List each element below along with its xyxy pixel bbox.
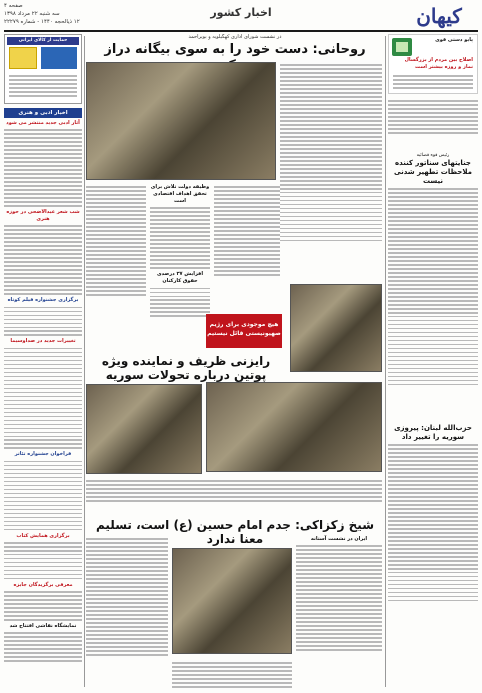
- diplomatic-photo: [206, 382, 382, 472]
- brand-box-title: پایو دستی قوی: [435, 37, 473, 43]
- left-column: [4, 34, 82, 689]
- column-divider: [385, 36, 386, 687]
- brand-box-text: [393, 73, 473, 91]
- section-title: اخبار کشور: [210, 6, 272, 19]
- arts-section-header: اخبار ادبی و هنری: [4, 108, 82, 118]
- date-issue: ۱۲ ذیالحجه ۱۴۴۰ - شماره ۲۲۲۷۹: [4, 19, 80, 25]
- article-text: [4, 542, 82, 579]
- article-text: [388, 444, 478, 601]
- article-text: [388, 188, 478, 385]
- meeting-photo-2: [86, 384, 202, 474]
- center-column: [86, 34, 384, 689]
- meeting-photo: [86, 62, 276, 180]
- article-text: [214, 184, 280, 278]
- arts-item: برگزاری همایش کتاب: [16, 532, 70, 539]
- masthead: [4, 2, 478, 32]
- column-divider: [84, 36, 85, 687]
- article-text: [4, 225, 82, 294]
- article-text: [296, 536, 382, 653]
- article-text: [388, 100, 478, 133]
- arts-item: تغییرات جدید در صداوسیما: [10, 338, 76, 345]
- article-text: [280, 62, 382, 244]
- ad-title: حمایت از کالای ایرانی: [7, 37, 79, 45]
- article-headline: حزب‌الله لبنان: پیروزی سوریه را تغییر داد: [394, 424, 472, 441]
- arts-item: نمایشگاه نقاشی افتتاح شد: [9, 623, 77, 630]
- article-text: [4, 129, 82, 206]
- sub-headline: ایران در نشست آستانه: [310, 536, 368, 542]
- crowd-photo: [172, 548, 292, 654]
- brand-box-subtitle: اصلاح بین مردم از بزرگسال نماز و روزه بیشتر است: [404, 57, 473, 70]
- article-text: [4, 348, 82, 449]
- news-block: [388, 424, 478, 604]
- sub-headline: وظیفه دولت تلاش برای تحقق اهداف اقتصادی است: [150, 184, 210, 204]
- article-text: [172, 660, 292, 689]
- arts-item: معرفی برگزیدگان جایزه: [13, 581, 73, 588]
- dateline: [4, 2, 124, 26]
- article-text: [4, 307, 82, 336]
- news-block: [388, 98, 478, 136]
- article-text: [86, 478, 382, 504]
- advertisement: [4, 34, 82, 104]
- official-photo: [290, 284, 382, 372]
- arts-item: فراخوان جشنواره تئاتر: [14, 451, 72, 458]
- sub-headline: افزایش ۳۷ درصدی حقوق کارکنان: [156, 271, 204, 285]
- date-persian: سه شنبه ۲۲ مرداد ۱۳۹۸: [4, 11, 60, 17]
- news-block: [388, 152, 478, 388]
- tertiary-headline: شیخ زکزاکی: جدم امام حسین (ع) است، تسلیم معنا ندارد: [95, 518, 374, 546]
- page-number: صفحه ۴: [4, 3, 23, 9]
- main-kicker: در نشست شورای اداری کهگیلویه و بویراحمد: [188, 34, 282, 40]
- right-column: [388, 34, 478, 689]
- red-highlight-box: هیچ موجودی برای رژیم صهیونیستی قائل نیستیم: [206, 314, 282, 348]
- article-text: [150, 184, 210, 319]
- ad-text: [9, 73, 77, 99]
- arts-item: برگزاری جشنواره فیلم کوتاه: [7, 297, 79, 304]
- ad-image: [9, 47, 37, 69]
- ad-image-2: [41, 47, 77, 69]
- secondary-headline: رایزنی ظریف و نماینده ویژه پوتین درباره تحولات سوریه: [101, 354, 271, 382]
- brand-logo-icon: [392, 38, 412, 56]
- arts-section: [4, 108, 82, 664]
- article-text: [4, 591, 82, 620]
- article-text: [4, 632, 82, 661]
- article-headline: جنایتهای سناتور کننده ملاحظات تطهیر شدنی نیست: [394, 159, 472, 185]
- arts-item: آثار ادبی جدید منتشر می شود: [6, 120, 80, 126]
- article-text: [4, 461, 82, 530]
- arts-item: شب شعر عیدالاضحی در حوزه هنری: [6, 209, 80, 223]
- main-headline: روحانی: دست خود را به سوی بیگانه دراز: [104, 42, 366, 57]
- brand-box: [388, 34, 478, 94]
- newspaper-logo: کیهان: [416, 4, 462, 28]
- article-text: [86, 536, 168, 658]
- article-kicker: رئیس قوه قضائیه: [416, 153, 450, 158]
- article-text: [86, 184, 146, 298]
